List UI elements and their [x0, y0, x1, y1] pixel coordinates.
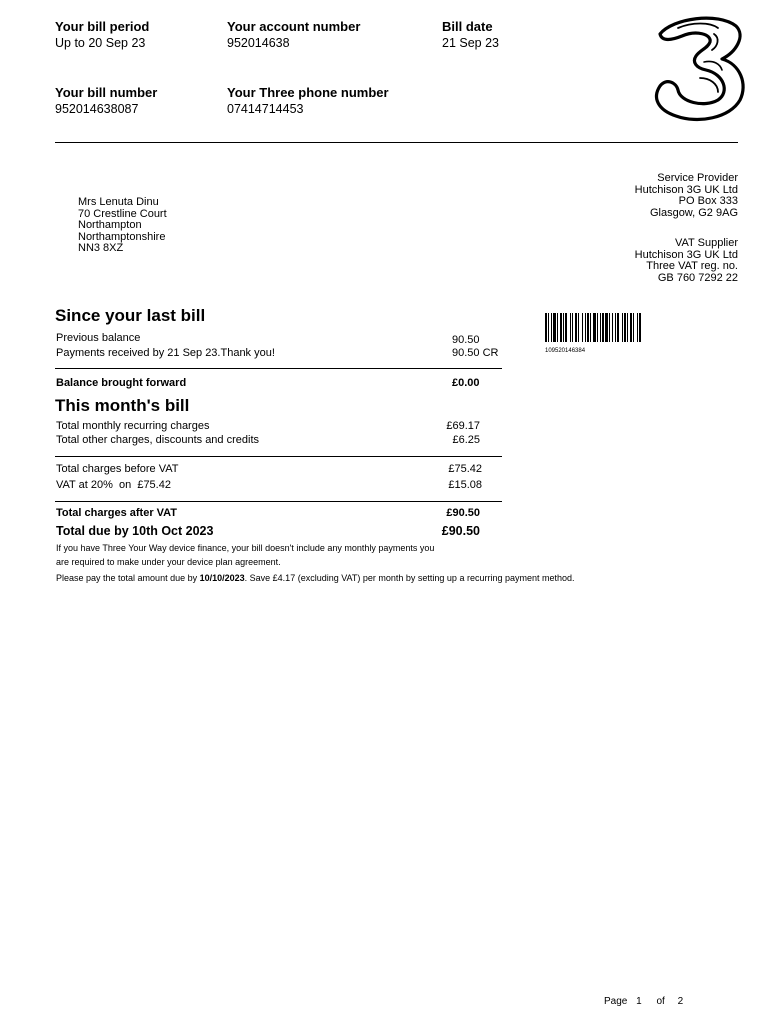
bill-date-label: Bill date: [442, 19, 493, 34]
page-current: 1: [636, 996, 642, 1007]
three-logo: [648, 12, 748, 124]
page-indicator: [604, 996, 683, 1007]
finance-note-line: are required to make under your device plan agreement.: [56, 557, 281, 567]
bill-period-label: Your bill period: [55, 19, 150, 34]
account-number-value: 952014638: [227, 36, 290, 50]
this-month-title: This month's bill: [55, 396, 190, 415]
address-line: Northamptonshire: [78, 230, 166, 243]
payment-due-date: 10/10/2023: [199, 573, 245, 583]
vat-supplier-block: [635, 238, 738, 284]
header-divider: [55, 142, 738, 143]
vat-label: VAT at 20% on £75.42: [56, 479, 171, 491]
balance-forward-value: £0.00: [452, 377, 480, 389]
payments-received-label: Payments received by 21 Sep 23.Thank you!: [56, 347, 275, 359]
vat-supplier-line: Three VAT reg. no.: [646, 260, 738, 272]
payment-note: [56, 571, 575, 585]
since-last-bill-title: Since your last bill: [55, 306, 206, 325]
payment-note-suffix: . Save £4.17 (excluding VAT) per month by setting up a recurring payment method.: [244, 573, 575, 583]
address-line: Mrs Lenuta Dinu: [78, 196, 159, 208]
bill-period-value: Up to 20 Sep 23: [55, 36, 146, 50]
total-due-label: Total due by 10th Oct 2023: [56, 524, 214, 538]
after-vat-value: £90.50: [446, 507, 480, 519]
address-line: 70 Crestline Court: [78, 207, 167, 220]
section-divider: [55, 501, 502, 502]
before-vat-value: £75.42: [448, 463, 482, 475]
barcode-number: 109520146384: [545, 348, 586, 354]
payment-note-prefix: Please pay the total amount due by: [56, 573, 200, 583]
balance-forward-label: Balance brought forward: [56, 377, 187, 389]
vat-value: £15.08: [448, 479, 482, 491]
service-provider-line: PO Box 333: [678, 195, 738, 207]
service-provider-line: Hutchison 3G UK Ltd: [634, 183, 738, 196]
bill-number-label: Your bill number: [55, 85, 158, 100]
address-line: NN3 8XZ: [78, 242, 124, 254]
total-due-value: £90.50: [441, 524, 480, 538]
barcode-image: [545, 313, 671, 342]
account-number-label: Your account number: [227, 19, 361, 34]
vat-supplier-line: GB 760 7292 22: [657, 271, 738, 284]
service-provider-block: [635, 173, 738, 219]
finance-note: [56, 541, 434, 569]
previous-balance-label: Previous balance: [56, 332, 141, 344]
previous-balance-value: 90.50: [452, 334, 480, 346]
address-line: Northampton: [78, 219, 142, 231]
barcode: [545, 313, 671, 354]
after-vat-label: Total charges after VAT: [56, 507, 178, 519]
before-vat-label: Total charges before VAT: [56, 463, 179, 475]
bill-date-value: 21 Sep 23: [442, 36, 499, 50]
vat-supplier-line: VAT Supplier: [675, 237, 738, 249]
customer-address: [78, 197, 167, 255]
phone-number-value: 07414714453: [227, 102, 304, 116]
of-label: of: [656, 996, 665, 1007]
vat-supplier-line: Hutchison 3G UK Ltd: [634, 248, 738, 261]
recurring-charges-label: Total monthly recurring charges: [56, 420, 210, 432]
other-charges-value: £6.25: [452, 434, 480, 446]
payments-received-value: 90.50 CR: [452, 347, 499, 359]
section-divider: [55, 456, 502, 457]
three-logo-icon: [648, 12, 748, 124]
phone-number-label: Your Three phone number: [227, 85, 389, 100]
page-label: Page: [604, 996, 628, 1007]
service-provider-line: Service Provider: [657, 172, 738, 184]
other-charges-label: Total other charges, discounts and credits: [56, 434, 260, 446]
bill-number-value: 952014638087: [55, 102, 139, 116]
recurring-charges-value: £69.17: [446, 420, 480, 432]
section-divider: [55, 368, 502, 369]
page-total: 2: [677, 996, 684, 1007]
service-provider-line: Glasgow, G2 9AG: [649, 206, 738, 219]
finance-note-line: If you have Three Your Way device finance, your bill doesn't include any monthly payments you: [56, 543, 435, 553]
